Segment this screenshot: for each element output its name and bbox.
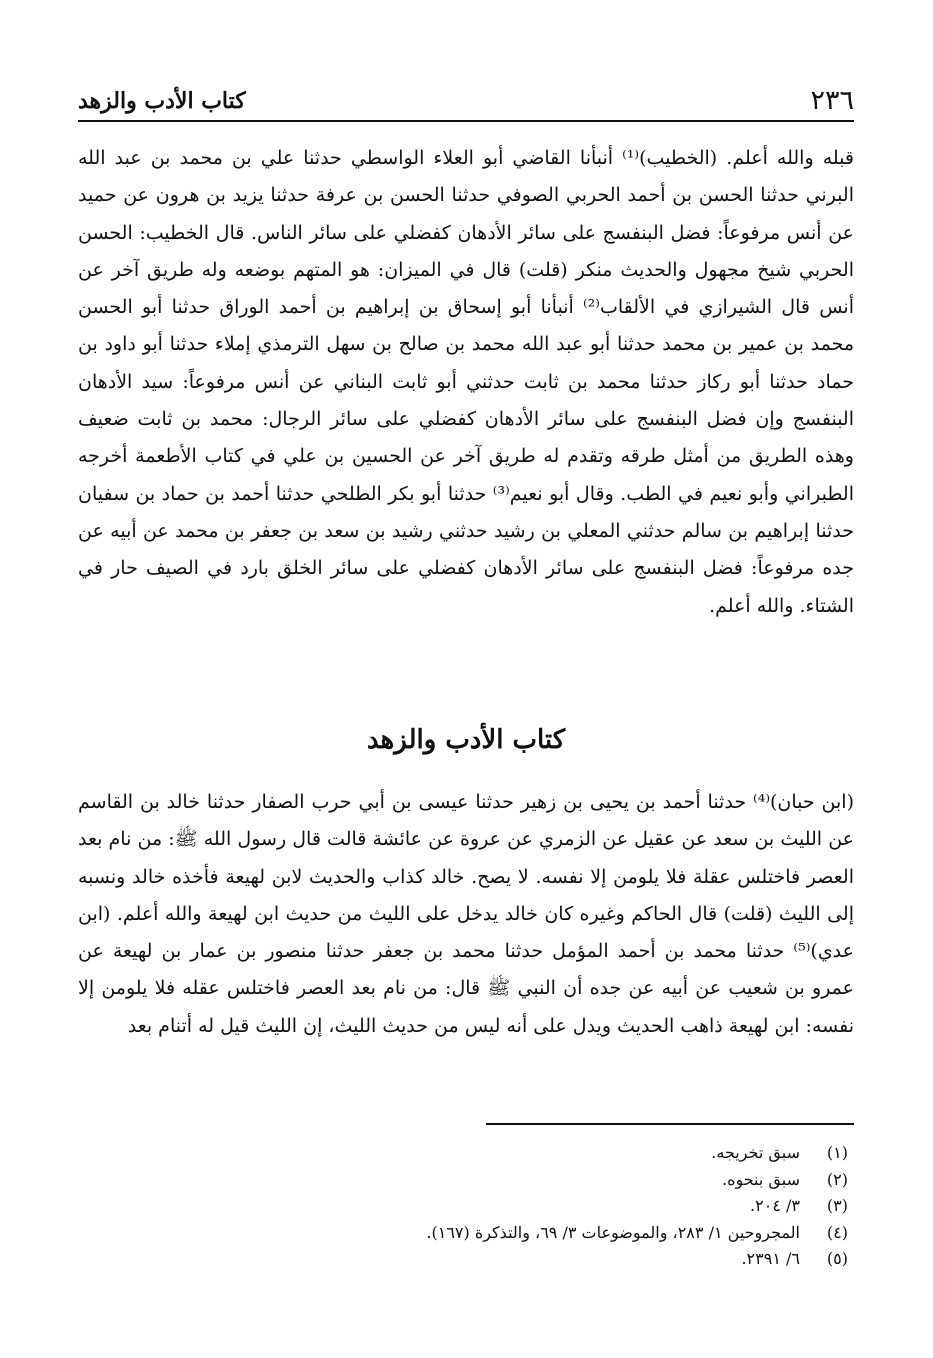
footnote-text: سبق بنحوه. (721, 1169, 800, 1189)
running-header (78, 80, 854, 122)
footnote-text: ٣/ ٢٠٤. (750, 1196, 800, 1215)
body-text-top (78, 140, 854, 625)
footnotes-list (78, 1140, 848, 1273)
footnote-separator (486, 1123, 854, 1125)
footnote-text: ٦/ ٢٣٩١. (741, 1249, 800, 1268)
footnote-number: (٣) (826, 1196, 848, 1215)
paragraph: (ابن حبان)⁽⁴⁾ حدثنا أحمد بن يحيى بن زهير حدثنا عيسى بن أبي حرب الصفار حدثنا خالد بن القاسم عن الليث بن سعد عن عقيل عن الزمري عن عروة عن عائشة قالت قال رسول الله ﷺ: من نام بعد العصر فاختلس عقلة فلا يلومن إلا نفسه. لا يصح. خالد كذاب والحديث لابن لهيعة فأخذه خالد ونسبه إلى الليث (قلت) قال الحاكم وغيره كان خالد يدخل على الليث من حديث ابن لهيعة والله أعلم. (ابن عدي)⁽⁵⁾ حدثنا محمد بن أحمد المؤمل حدثنا محمد بن جعفر حدثنا منصور بن عمار بن لهيعة عن عمرو بن شعيب عن أبيه عن جده أن النبي ﷺ قال: من نام بعد العصر فاختلس عقله فلا يلومن إلا نفسه: ابن لهيعة ذاهب الحديث ويدل على أنه ليس من حديث الليث، إن الليث قيل له أتنام بعد (78, 791, 854, 1037)
footnote-number: (٢) (826, 1169, 848, 1189)
footnote-item (78, 1220, 848, 1247)
running-title: كتاب الأدب والزهد (78, 88, 246, 114)
section-heading: كتاب الأدب والزهد (366, 725, 566, 755)
footnote-number: (٤) (826, 1222, 848, 1242)
footnote-number: (١) (826, 1143, 848, 1162)
footnote-item (78, 1167, 848, 1194)
footnote-number: (٥) (826, 1249, 848, 1268)
footnote-text: سبق تخريجه. (711, 1143, 800, 1162)
footnote-text: المجروحين ١/ ٢٨٣، والموضوعات ٣/ ٦٩، والتذكرة (١٦٧). (426, 1222, 800, 1242)
footnote-item (78, 1140, 848, 1167)
page-number: ٢٣٦ (810, 85, 854, 116)
footnote-item (78, 1246, 848, 1273)
body-text-bottom (78, 784, 854, 1045)
footnote-item (78, 1193, 848, 1220)
paragraph: قبله والله أعلم. (الخطيب)⁽¹⁾ أنبأنا القاضي أبو العلاء الواسطي حدثنا علي بن محمد بن عبد الله البرني حدثنا الحسن بن أحمد الحربي الصوفي حدثنا الحسن بن عرفة حدثنا يزيد بن هرون عن حميد عن أنس مرفوعاً: فضل البنفسج على سائر الأدهان كفضلي على سائر الناس. قال الخطيب: الحسن الحربي شيخ مجهول والحديث منكر (قلت) قال في الميزان: هو المتهم بوضعه وله طريق آخر عن أنس قال الشيرازي في الألقاب⁽²⁾ أنبأنا أبو إسحاق بن إبراهيم بن أحمد الوراق حدثنا أبو الحسن محمد بن عمير بن محمد حدثنا أبو عبد الله محمد بن صالح بن سهل الترمذي إملاء حدثنا أبو داود بن حماد حدثنا أبو ركاز حدثنا محمد بن ثابت حدثني أبو ثابت البناني عن أنس مرفوعاً: سيد الأدهان البنفسج وإن فضل البنفسج على سائر الأدهان كفضلي على سائر الرجال: محمد بن ثابت ضعيف وهذه الطريق من أمثل طرقه وتقدم له طريق آخر عن الحسين بن علي في كتاب الأطعمة أخرجه الطبراني وأبو نعيم في الطب. وقال أبو نعيم⁽³⁾ حدثنا أبو بكر الطلحي حدثنا أحمد بن حماد بن سفيان حدثنا إبراهيم بن سالم حدثني المعلي بن رشيد حدثني رشيد بن سعد بن جعفر بن محمد عن أبيه عن جده مرفوعاً: فضل البنفسج على سائر الأدهان كفضلي على سائر الخلق بارد في الصيف حار في الشتاء. والله أعلم. (78, 147, 854, 617)
